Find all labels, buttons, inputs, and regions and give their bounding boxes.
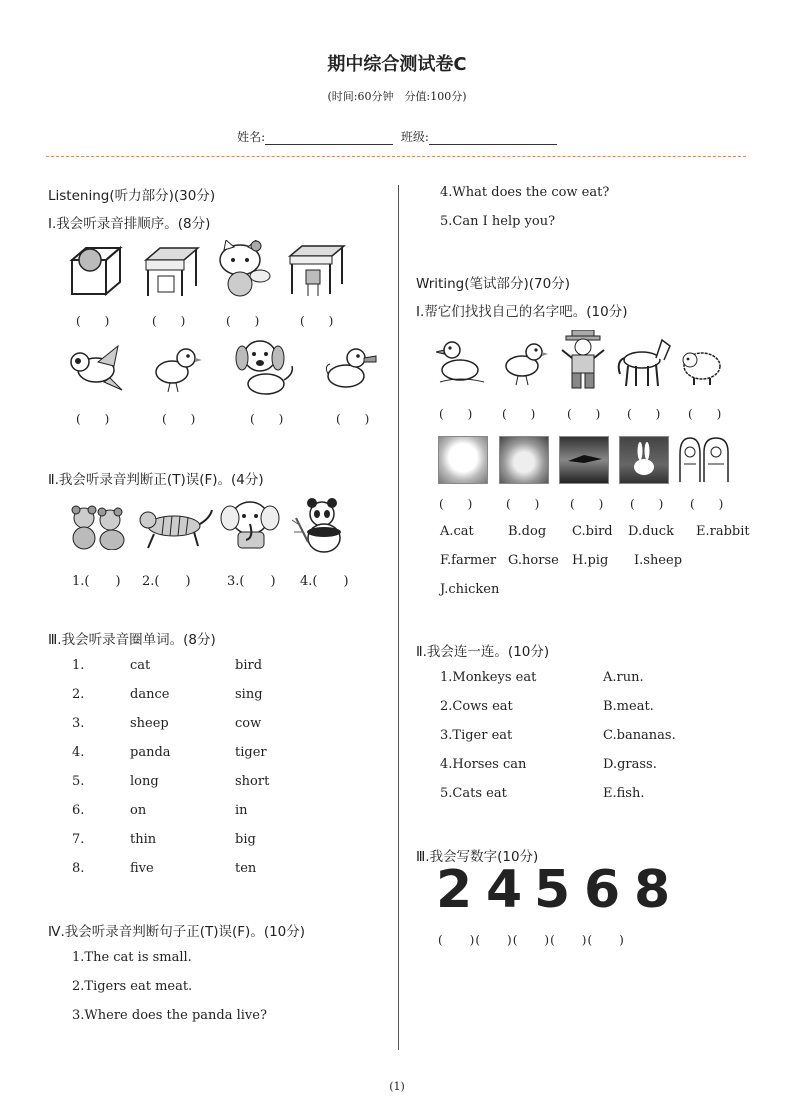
word-option[interactable]: sheep [130, 716, 169, 731]
word-option[interactable]: thin [130, 832, 157, 847]
row-number: 3. [72, 716, 85, 731]
writing-heading: Writing(笔试部分)(70分) [416, 276, 570, 292]
listening-s4-heading: Ⅳ.我会听录音判断句子正(T)误(F)。(10分) [48, 924, 306, 940]
class-label: 班级: [400, 130, 429, 144]
option-i: I.sheep [634, 553, 683, 568]
number-digit: 2 [436, 860, 473, 920]
elephant-icon [220, 498, 286, 554]
answer-paren[interactable]: ( ) [690, 497, 724, 511]
s2-item[interactable]: 1.( ) [72, 574, 121, 589]
kitty-icon [214, 240, 276, 300]
word-option[interactable]: long [130, 774, 159, 789]
answer-paren[interactable]: ( ) [506, 497, 540, 511]
answer-paren[interactable]: ( ) [627, 407, 661, 421]
answer-paren[interactable]: ( ) [502, 407, 536, 421]
s2-item[interactable]: 3.( ) [227, 574, 276, 589]
pig-icon [676, 434, 732, 484]
match-right-item[interactable]: B.meat. [603, 699, 654, 714]
option-e: E.rabbit [696, 524, 750, 539]
match-left-item[interactable]: 1.Monkeys eat [440, 670, 537, 685]
word-option[interactable]: bird [235, 658, 263, 673]
horse-icon [616, 334, 672, 388]
row-number: 6. [72, 803, 85, 818]
match-left-item[interactable]: 4.Horses can [440, 757, 527, 772]
row-number: 4. [72, 745, 85, 760]
page-number: (1) [389, 1080, 405, 1093]
answer-paren[interactable]: ( ) [567, 407, 601, 421]
writing-s3-heading: Ⅲ.我会写数字(10分) [416, 849, 539, 865]
row-number: 5. [72, 774, 85, 789]
listening-s2-heading: Ⅱ.我会听录音判断正(T)误(F)。(4分) [48, 472, 264, 488]
number-digit: 4 [486, 860, 523, 920]
word-option[interactable]: five [130, 861, 154, 876]
desk-chair-icon [286, 240, 348, 298]
word-option[interactable]: cow [235, 716, 262, 731]
s4-sentence: 2.Tigers eat meat. [72, 979, 193, 994]
word-option[interactable]: dance [130, 687, 170, 702]
answer-paren[interactable]: ( ) [439, 407, 473, 421]
word-option[interactable]: ten [235, 861, 257, 876]
puppy-icon [232, 336, 298, 398]
number-digit: 6 [584, 860, 621, 920]
page-title: 期中综合测试卷C [327, 54, 467, 75]
word-option[interactable]: tiger [235, 745, 267, 760]
name-class-bar [0, 128, 794, 145]
option-h: H.pig [572, 553, 609, 568]
word-option[interactable]: on [130, 803, 147, 818]
duck-icon [436, 338, 488, 386]
class-field[interactable] [429, 132, 557, 145]
option-f: F.farmer [440, 553, 497, 568]
number-answer-line[interactable]: ( )( )( )( )( ) [438, 933, 625, 947]
number-digit: 5 [534, 860, 571, 920]
row-number: 7. [72, 832, 85, 847]
box-ball-icon [66, 240, 128, 298]
writing-s1-heading: Ⅰ.帮它们找找自己的名字吧。(10分) [416, 304, 628, 320]
answer-paren[interactable]: ( ) [250, 412, 284, 426]
chick-icon [150, 344, 204, 394]
writing-s2-heading: Ⅱ.我会连一连。(10分) [416, 644, 550, 660]
match-left-item[interactable]: 2.Cows eat [440, 699, 513, 714]
s4-sentence: 5.Can I help you? [440, 214, 556, 229]
row-number: 1. [72, 658, 85, 673]
option-g: G.horse [508, 553, 559, 568]
bird-icon [68, 340, 126, 394]
match-right-item[interactable]: E.fish. [603, 786, 645, 801]
word-option[interactable]: big [235, 832, 256, 847]
option-c: C.bird [572, 524, 613, 539]
word-option[interactable]: cat [130, 658, 151, 673]
match-left-item[interactable]: 5.Cats eat [440, 786, 507, 801]
match-left-item[interactable]: 3.Tiger eat [440, 728, 513, 743]
cat-photo [499, 436, 549, 484]
s2-item[interactable]: 2.( ) [142, 574, 191, 589]
s4-sentence: 1.The cat is small. [72, 950, 192, 965]
option-d: D.duck [628, 524, 674, 539]
match-right-item[interactable]: C.bananas. [603, 728, 676, 743]
duck-icon [322, 344, 378, 392]
desk-icon [140, 240, 202, 298]
option-j: J.chicken [440, 582, 500, 597]
answer-paren[interactable]: ( ) [570, 497, 604, 511]
listening-heading: Listening(听力部分)(30分) [48, 188, 216, 204]
panda-icon [292, 498, 354, 554]
chicken-icon [498, 340, 548, 386]
name-field[interactable] [265, 132, 393, 145]
s4-sentence: 3.Where does the panda live? [72, 1008, 267, 1023]
match-right-item[interactable]: D.grass. [603, 757, 657, 772]
dog-photo [438, 436, 488, 484]
row-number: 8. [72, 861, 85, 876]
tiger-icon [138, 504, 214, 550]
row-number: 2. [72, 687, 85, 702]
answer-paren[interactable]: ( ) [688, 407, 722, 421]
listening-s1-heading: Ⅰ.我会听录音排顺序。(8分) [48, 216, 211, 232]
number-digit: 8 [634, 860, 671, 920]
answer-paren[interactable]: ( ) [300, 314, 334, 328]
bird-photo [559, 436, 609, 484]
answer-paren[interactable]: ( ) [76, 314, 110, 328]
answer-paren[interactable]: ( ) [152, 314, 186, 328]
word-option[interactable]: sing [235, 687, 263, 702]
word-option[interactable]: short [235, 774, 270, 789]
answer-paren[interactable]: ( ) [226, 314, 260, 328]
s2-item[interactable]: 4.( ) [300, 574, 349, 589]
match-right-item[interactable]: A.run. [603, 670, 644, 685]
sheep-icon [680, 346, 722, 386]
s4-sentence: 4.What does the cow eat? [440, 185, 610, 200]
page-subtitle: (时间:60分钟 分值:100分) [327, 90, 467, 103]
header-divider [46, 156, 746, 157]
farmer-icon [558, 330, 608, 390]
teddy-bears-icon [68, 502, 130, 550]
answer-paren[interactable]: ( ) [439, 497, 473, 511]
column-divider [398, 185, 399, 1050]
name-label: 姓名: [237, 130, 266, 144]
answer-paren[interactable]: ( ) [76, 412, 110, 426]
answer-paren[interactable]: ( ) [630, 497, 664, 511]
word-option[interactable]: in [235, 803, 248, 818]
word-option[interactable]: panda [130, 745, 171, 760]
answer-paren[interactable]: ( ) [336, 412, 370, 426]
option-a: A.cat [440, 524, 474, 539]
option-b: B.dog [508, 524, 547, 539]
listening-s3-heading: Ⅲ.我会听录音圈单词。(8分) [48, 632, 216, 648]
rabbit-photo [619, 436, 669, 484]
answer-paren[interactable]: ( ) [162, 412, 196, 426]
